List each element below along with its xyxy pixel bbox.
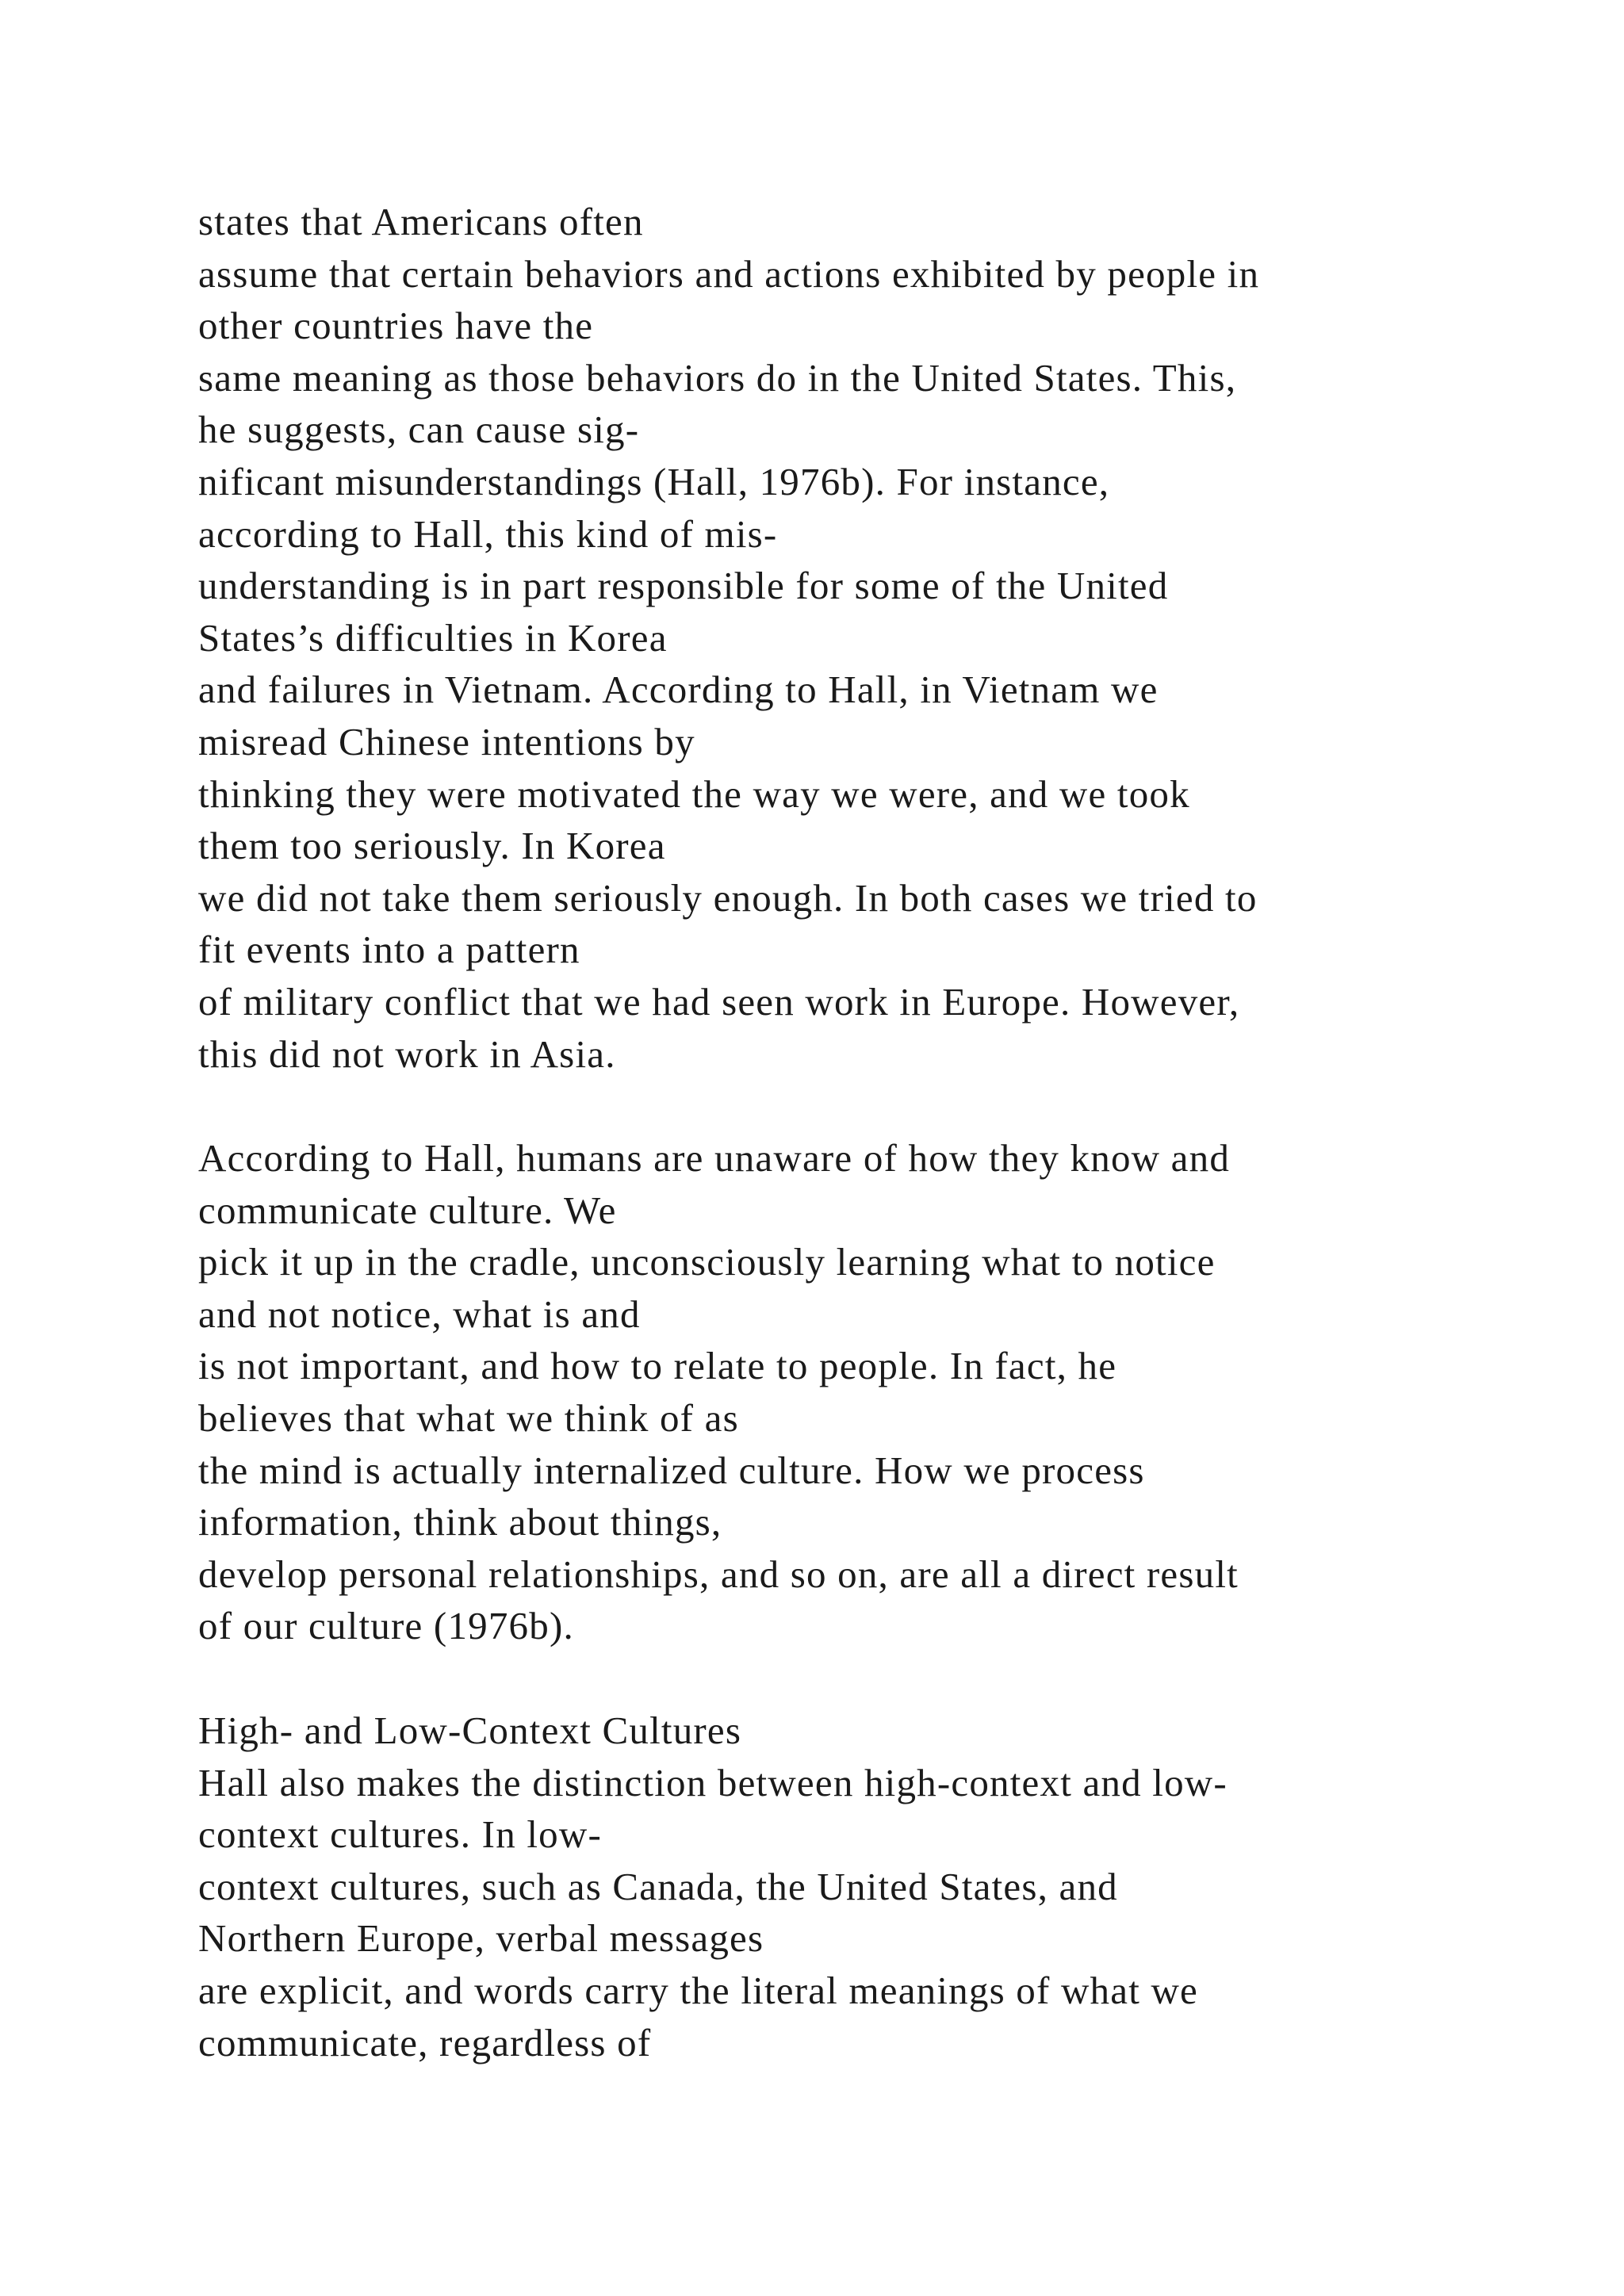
- text-line: of our culture (1976b).: [198, 1604, 574, 1648]
- text-line: fit events into a pattern: [198, 928, 580, 972]
- text-line: thinking they were motivated the way we were, and we took: [198, 771, 1190, 816]
- text-line: nificant misunderstandings (Hall, 1976b). For instance,: [198, 459, 1110, 503]
- text-line: communicate culture. We: [198, 1188, 617, 1232]
- text-line: this did not work in Asia.: [198, 1031, 616, 1076]
- text-line: context cultures, such as Canada, the United States, and: [198, 1864, 1118, 1908]
- text-line: them too seriously. In Korea: [198, 824, 666, 868]
- paragraph-high-low-context: [198, 1705, 1546, 2068]
- text-line: we did not take them seriously enough. In both cases we tried to: [198, 875, 1258, 920]
- text-line: assume that certain behaviors and actions exhibited by people in: [198, 251, 1260, 296]
- text-line: of military conflict that we had seen work in Europe. However,: [198, 979, 1240, 1024]
- text-line: States’s difficulties in Korea: [198, 615, 668, 660]
- paragraph-internalized-culture: [198, 1132, 1546, 1652]
- section-heading-line: High- and Low-Context Cultures: [198, 1709, 742, 1752]
- text-line: are explicit, and words carry the literal meanings of what we: [198, 1968, 1198, 2012]
- paragraph-cultural-misunderstandings: [198, 196, 1546, 1080]
- text-line: develop personal relationships, and so on, are all a direct result: [198, 1552, 1239, 1596]
- text-line: Northern Europe, verbal messages: [198, 1916, 764, 1961]
- text-line: according to Hall, this kind of mis-: [198, 511, 778, 556]
- text-line: pick it up in the cradle, unconsciously learning what to notice: [198, 1240, 1216, 1284]
- text-line: communicate, regardless of: [198, 2020, 652, 2064]
- text-line: is not important, and how to relate to people. In fact, he: [198, 1344, 1117, 1388]
- text-line: he suggests, can cause sig-: [198, 408, 640, 452]
- text-line: understanding is in part responsible for some of the United: [198, 564, 1169, 608]
- text-line: information, think about things,: [198, 1500, 722, 1544]
- text-line: states that Americans often: [198, 200, 644, 243]
- text-line: same meaning as those behaviors do in the United States. This,: [198, 355, 1237, 400]
- text-line: believes that what we think of as: [198, 1395, 739, 1440]
- text-line: According to Hall, humans are unaware of how they know and: [198, 1136, 1231, 1180]
- text-line: other countries have the: [198, 304, 594, 348]
- text-line: and failures in Vietnam. According to Hall, in Vietnam we: [198, 668, 1159, 712]
- text-line: the mind is actually internalized culture. How we process: [198, 1448, 1145, 1492]
- text-line: and not notice, what is and: [198, 1292, 641, 1336]
- text-line: Hall also makes the distinction between high-context and low-: [198, 1760, 1228, 1804]
- text-line: misread Chinese intentions by: [198, 719, 695, 763]
- text-line: context cultures. In low-: [198, 1812, 602, 1857]
